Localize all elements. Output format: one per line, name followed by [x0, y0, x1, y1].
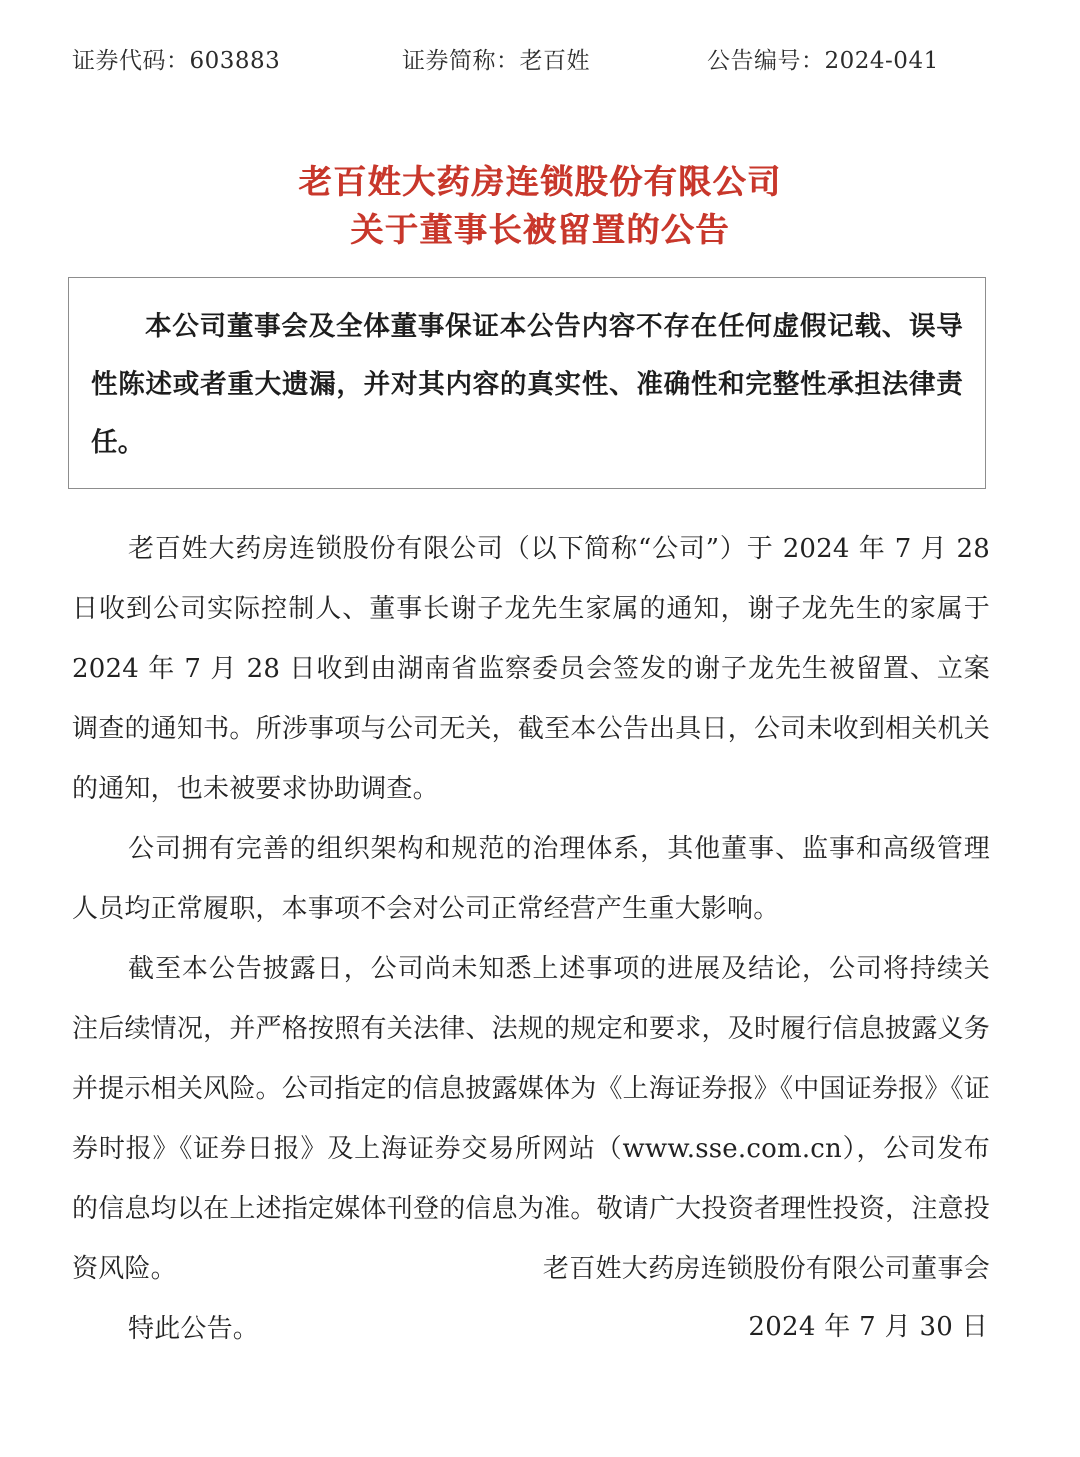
page-title — [0, 158, 1080, 254]
announcement-number: 公告编号：2024-041 — [707, 48, 939, 74]
body-content — [72, 519, 990, 1359]
disclaimer-box — [68, 277, 986, 489]
security-abbreviation: 证券简称：老百姓 — [402, 48, 590, 74]
body-paragraph: 截至本公告披露日，公司尚未知悉上述事项的进展及结论，公司将持续关注后续情况，并严格按照有关法律、法规的规定和要求，及时履行信息披露义务并提示相关风险。公司指定的信息披露媒体为《上海证券报》《中国证券报》《证券时报》《证券日报》及上海证券交易所网站（www.sse.com.cn），公司发布的信息均以在上述指定媒体刊登的信息为准。敬请广大投资者理性投资，注意投资风险。 — [72, 954, 990, 1284]
title-line-subject: 关于董事长被留置的公告 — [350, 210, 730, 249]
body-paragraph: 公司拥有完善的组织架构和规范的治理体系，其他董事、监事和高级管理人员均正常履职，本事项不会对公司正常经营产生重大影响。 — [72, 834, 990, 924]
body-paragraph-closing: 特此公告。 — [128, 1314, 260, 1344]
signature-entity: 老百姓大药房连锁股份有限公司董事会 — [542, 1254, 990, 1284]
document-header — [72, 42, 1008, 76]
signature-date: 2024 年 7 月 30 日 — [748, 1312, 988, 1342]
disclaimer-text: 本公司董事会及全体董事保证本公告内容不存在任何虚假记载、误导性陈述或者重大遗漏，并对其内容的真实性、准确性和完整性承担法律责任。 — [91, 311, 963, 458]
body-paragraph: 老百姓大药房连锁股份有限公司（以下简称“公司”）于 2024 年 7 月 28 日收到公司实际控制人、董事长谢子龙先生家属的通知，谢子龙先生的家属于 2024 年 7 月 28 日收到由湖南省监察委员会签发的谢子龙先生被留置、立案调查的通知书。所涉事项与公司无关，截至本公告出具日，公司未收到相关机关的通知，也未被要求协助调查。 — [72, 534, 990, 804]
signature-block — [72, 1240, 990, 1356]
security-code: 证券代码：603883 — [72, 48, 281, 74]
title-line-company: 老百姓大药房连锁股份有限公司 — [298, 162, 782, 201]
